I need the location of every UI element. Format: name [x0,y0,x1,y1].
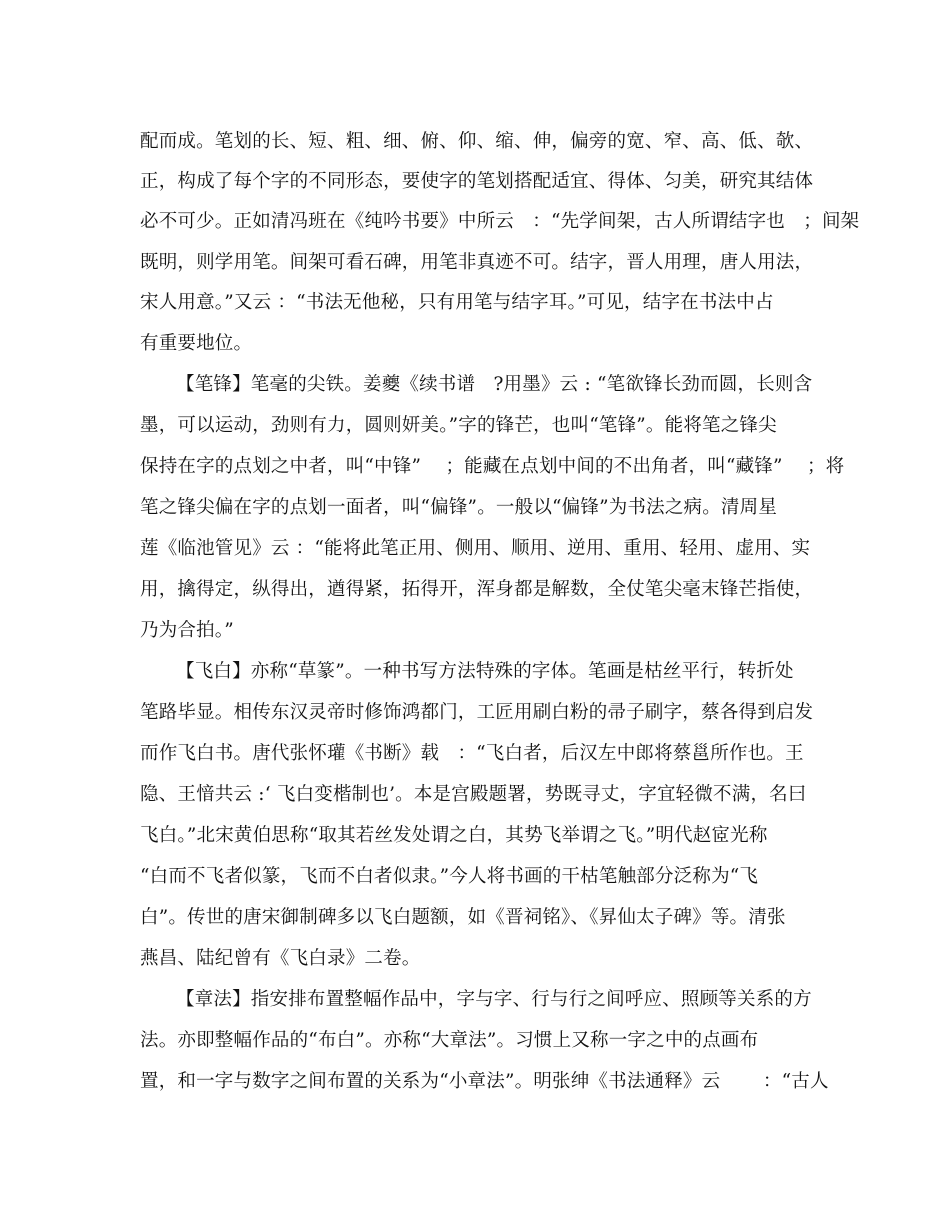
text-line: 置，和一字与数字之间布置的关系为“小章法”。明张绅《书法通释》云 ：“古人 [140,1071,829,1092]
text-line: 笔之锋尖偏在字的点划一面者，叫“偏锋”。一般以“偏锋”为书法之病。清周星 [140,497,778,518]
text-line: 隐、王愔共云 :‘ 飞白变楷制也’。本是宫殿题署，势既寻丈，字宜轻微不满，名曰 [140,784,807,805]
text-line: 乃为合拍。” [140,620,234,641]
text-line: 而作飞白书。唐代张怀瓘《书断》载 ：“飞白者，后汉左中郎将蔡邕所作也。王 [140,743,804,764]
paragraph-start-zhangfa: 【章法】指安排布置整幅作品中，字与字、行与行之间呼应、照顾等关系的方 [176,989,812,1010]
text-line: 莲《临池管见》云 ：“能将此笔正用、侧用、顺用、逆用、重用、轻用、虚用、实 [140,538,811,559]
text-line: 墨，可以运动，劲则有力，圆则妍美。”字的锋芒，也叫“笔锋”。能将笔之锋尖 [140,415,777,436]
text-line: 必不可少。正如清冯班在《纯吟书要》中所云 ：“先学间架，古人所谓结字也 ；间架 [140,211,860,232]
text-line: 燕昌、陆纪曾有《飞白录》二卷。 [140,948,421,969]
text-line: “白而不飞者似篆，飞而不白者似隶。”今人将书画的干枯笔触部分泛称为“飞 [140,866,759,887]
text-line: 配而成。笔划的长、短、粗、细、俯、仰、缩、伸，偏旁的宽、窄、高、低、欹、 [140,131,814,152]
text-line: 飞白。”北宋黄伯思称“取其若丝发处谓之白，其势飞举谓之飞。”明代赵宧光称 [140,825,768,846]
text-line: 宋人用意。”又云 ：“书法无他秘，只有用笔与结字耳。”可见，结字在书法中占 [140,292,774,313]
text-line: 保持在字的点划之中者，叫“中锋” ；能藏在点划中间的不出角者，叫“藏锋” ；将 [140,456,845,477]
paragraph-start-bifeng: 【笔锋】笔毫的尖铁。姜夔《续书谱 ?用墨》云 : “笔欲锋长劲而圆，长则含 [176,374,813,395]
text-line: 有重要地位。 [140,333,253,354]
text-line: 白”。传世的唐宋御制碑多以飞白题额，如《晋祠铭》、《昇仙太子碑》等。清张 [140,907,786,928]
text-line: 用，擒得定，纵得出，遒得紧，拓得开，浑身都是解数，全仗笔尖毫末锋芒指使， [140,579,814,600]
text-line: 法。亦即整幅作品的“布白”。亦称“大章法”。习惯上又称一字之中的点画布 [140,1030,759,1051]
text-line: 正，构成了每个字的不同形态，要使字的笔划搭配适宜、得体、匀美，研究其结体 [140,171,814,192]
text-line: 笔路毕显。相传东汉灵帝时修饰鸿都门，工匠用刷白粉的帚子刷字，蔡各得到启发 [140,702,814,723]
text-line: 既明，则学用笔。间架可看石碑，用笔非真迹不可。结字，晋人用理，唐人用法， [140,252,814,273]
paragraph-start-feibai: 【飞白】亦称“草篆”。一种书写方法特殊的字体。笔画是枯丝平行，转折处 [176,661,794,682]
